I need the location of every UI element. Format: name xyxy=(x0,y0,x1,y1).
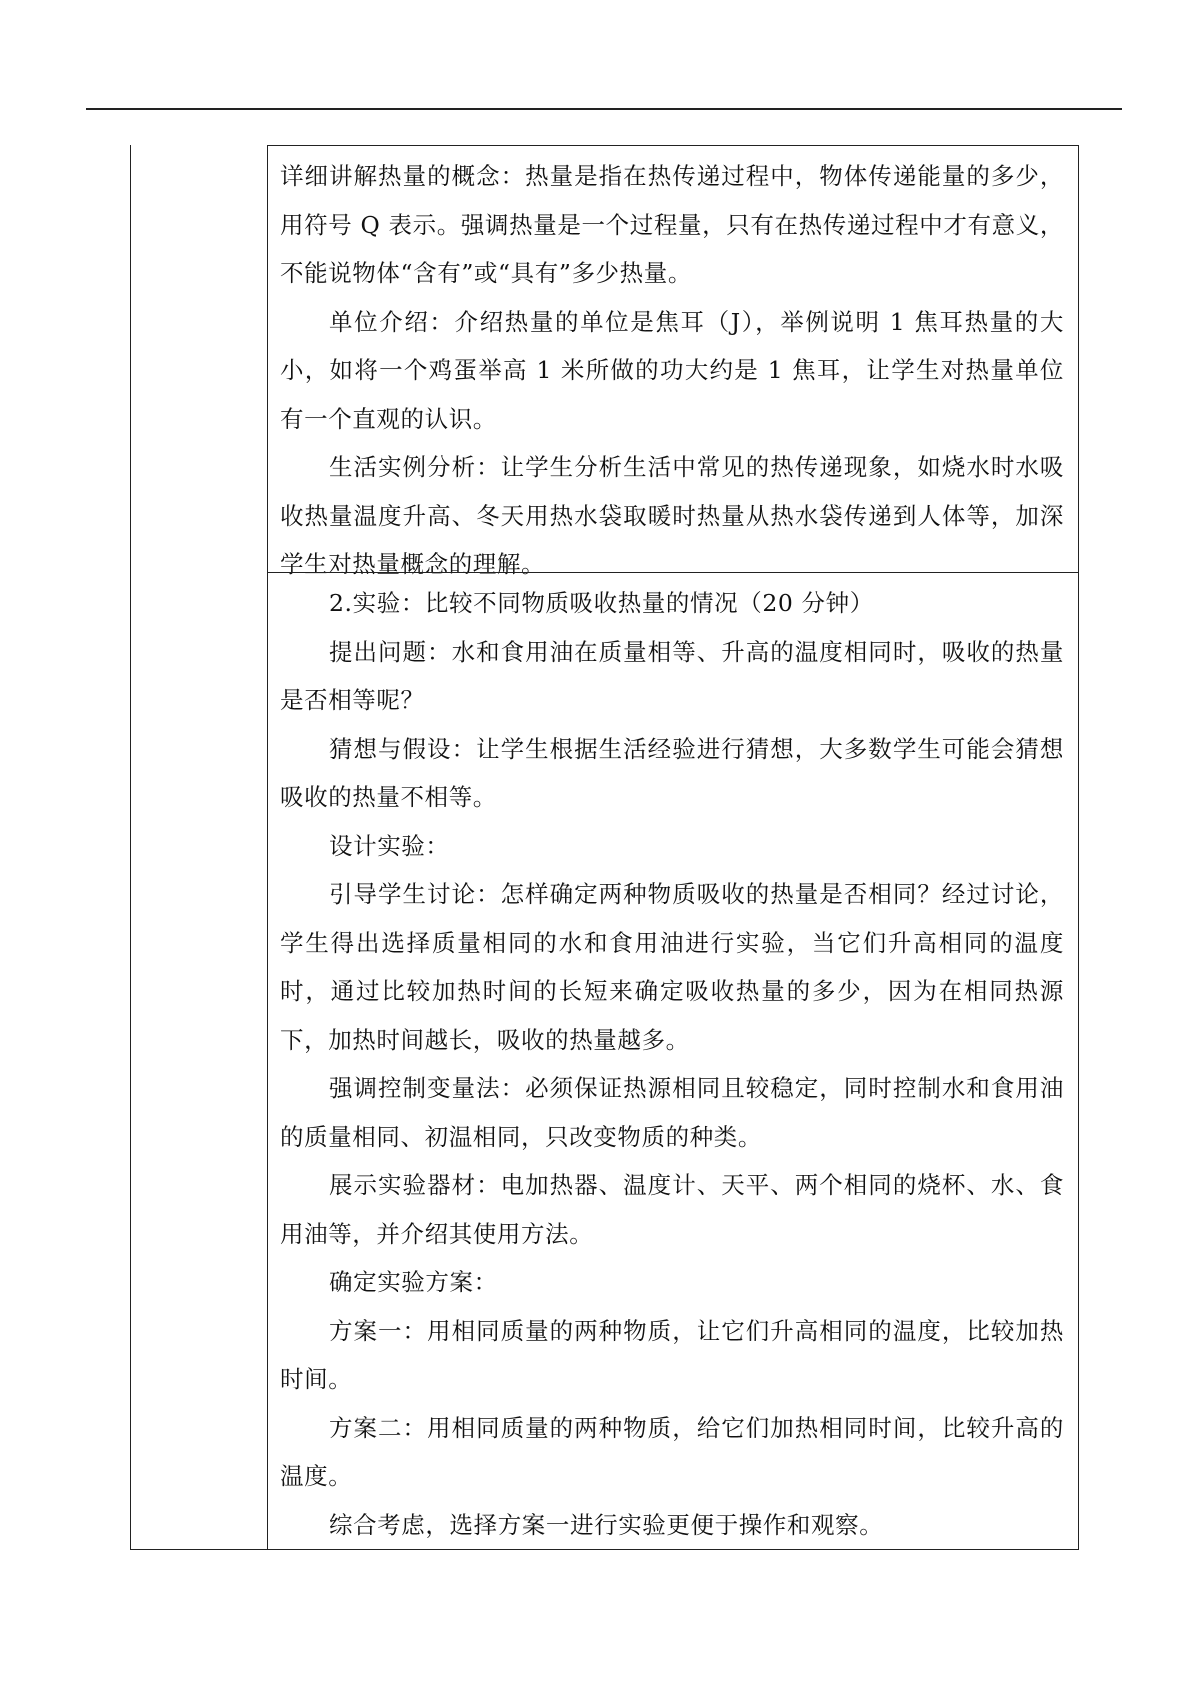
lesson-plan-table xyxy=(130,145,1079,1550)
paragraph-life-examples: 生活实例分析：让学生分析生活中常见的热传递现象，如烧水时水吸收热量温度升高、冬天用热水袋取暖时热量从热水袋传递到人体等，加深学生对热量概念的理解。 xyxy=(280,453,1064,578)
header-rule xyxy=(86,108,1122,110)
paragraph-experiment-title: 2.实验：比较不同物质吸收热量的情况（20 分钟） xyxy=(329,589,874,617)
paragraph-design-heading: 设计实验： xyxy=(329,831,450,860)
cell-experiment xyxy=(268,572,1078,1549)
paragraph-equipment: 展示实验器材：电加热器、温度计、天平、两个相同的烧杯、水、食用油等，并介绍其使用方法。 xyxy=(280,1171,1064,1248)
paragraph-plan-two: 方案二：用相同质量的两种物质，给它们加热相同时间，比较升高的温度。 xyxy=(280,1413,1064,1490)
paragraph-unit-intro: 单位介绍：介绍热量的单位是焦耳（J），举例说明 1 焦耳热量的大小，如将一个鸡蛋举高 1 米所做的功大约是 1 焦耳，让学生对热量单位有一个直观的认识。 xyxy=(280,307,1064,433)
table-left-border xyxy=(130,145,131,1549)
paragraph-plan-heading: 确定实验方案： xyxy=(329,1268,498,1296)
paragraph-plan-one: 方案一：用相同质量的两种物质，让它们升高相同的温度，比较加热时间。 xyxy=(280,1316,1064,1393)
paragraph-hypothesis: 猜想与假设：让学生根据生活经验进行猜想，大多数学生可能会猜想吸收的热量不相等。 xyxy=(280,734,1064,811)
cell-heat-concept xyxy=(268,145,1078,578)
paragraph-heat-definition: 详细讲解热量的概念：热量是指在热传递过程中，物体传递能量的多少，用符号 Q 表示。强调热量是一个过程量，只有在热传递过程中才有意义，不能说物体“含有”或“具有”多少热量。 xyxy=(280,162,1064,287)
paragraph-control-variables: 强调控制变量法：必须保证热源相同且较稳定，同时控制水和食用油的质量相同、初温相同，只改变物质的种类。 xyxy=(280,1074,1064,1151)
paragraph-question: 提出问题：水和食用油在质量相等、升高的温度相同时，吸收的热量是否相等呢？ xyxy=(280,637,1064,714)
paragraph-discussion: 引导学生讨论：怎样确定两种物质吸收的热量是否相同？经过讨论，学生得出选择质量相同的水和食用油进行实验，当它们升高相同的温度时，通过比较加热时间的长短来确定吸收热量的多少，因为在相同热源下，加热时间越长，吸收的热量越多。 xyxy=(280,880,1064,1054)
paragraph-conclusion: 综合考虑，选择方案一进行实验更便于操作和观察。 xyxy=(329,1510,884,1539)
